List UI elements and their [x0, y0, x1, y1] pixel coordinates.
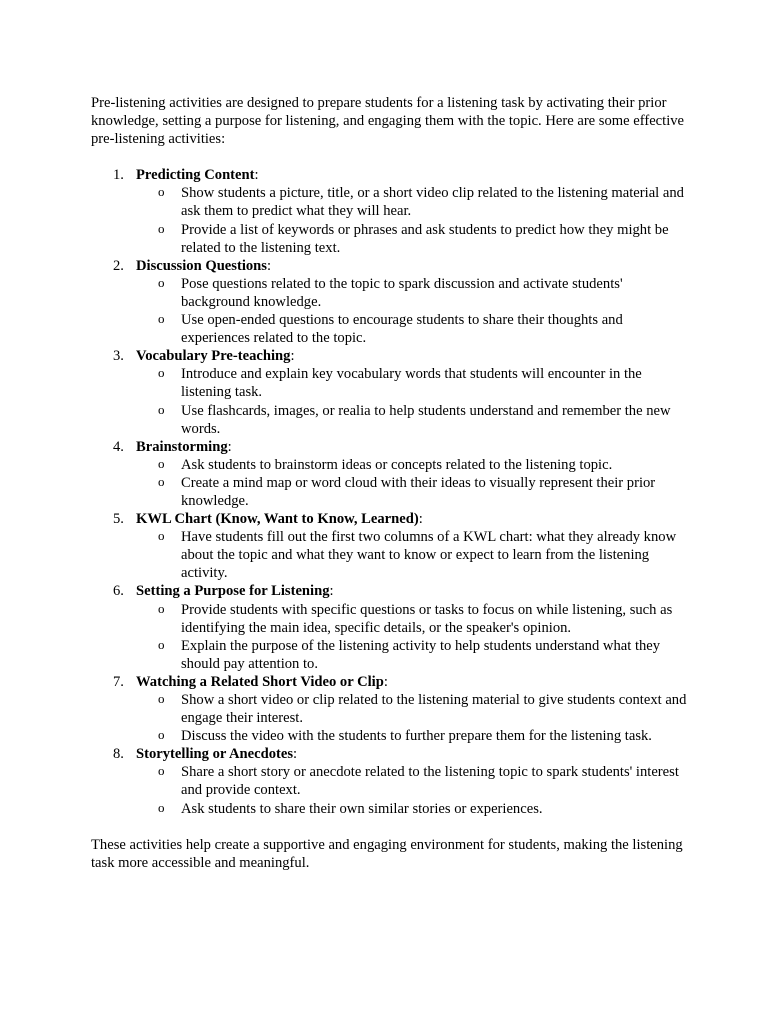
activity-list [91, 166, 691, 817]
item-title: Predicting Content [136, 167, 255, 184]
item-title-suffix: : [418, 511, 423, 528]
item-number: 7. [113, 673, 124, 690]
bullet-marker: o [158, 691, 165, 706]
list-item [91, 673, 691, 745]
sub-list [136, 275, 691, 347]
sub-item [136, 763, 691, 799]
intro-paragraph: Pre-listening activities are designed to prepare students for a listening task by activating their prior knowledge, setting a purpose for listening, and engaging them with the topic. Here are some effective pre-listening activities: [91, 95, 685, 148]
bullet-marker: o [158, 274, 165, 290]
bullet-marker: o [158, 727, 165, 743]
list-item [91, 438, 691, 510]
sub-list [136, 365, 691, 437]
sub-item [136, 402, 691, 438]
bullet-marker: o [158, 365, 165, 381]
sub-item-text: Show a short video or clip related to the listening material to give students context and engage their interest. [181, 692, 687, 727]
bullet-marker: o [158, 763, 165, 779]
list-item [91, 347, 691, 437]
sub-list [136, 184, 691, 256]
sub-item [136, 637, 691, 673]
list-item [91, 510, 691, 582]
item-title-suffix: : [383, 673, 388, 690]
bullet-marker: o [158, 473, 165, 489]
sub-list [136, 601, 691, 673]
sub-item-text: Have students fill out the first two columns of a KWL chart: what they already know about the topic and what they want to know or expect to learn from the listening activity. [181, 529, 677, 582]
sub-item [136, 456, 691, 474]
sub-item [136, 601, 691, 637]
item-title-suffix: : [266, 257, 272, 274]
sub-item-text: Pose questions related to the topic to spark discussion and activate students' background knowledge. [181, 275, 623, 310]
item-title: Watching a Related Short Video or Clip [136, 673, 384, 690]
sub-item-text: Explain the purpose of the listening activity to help students understand what they should pay attention to. [181, 637, 661, 672]
sub-item-text: Discuss the video with the students to further prepare them for the listening task. [181, 728, 652, 745]
sub-list [136, 691, 691, 745]
sub-item-text: Ask students to brainstorm ideas or concepts related to the listening topic. [181, 456, 613, 473]
closing-paragraph: These activities help create a supportive and engaging environment for students, making the listening task more accessible and meaningful. [91, 836, 683, 871]
item-title-suffix: : [329, 583, 334, 600]
bullet-marker: o [158, 528, 165, 544]
item-title: Discussion Questions [136, 257, 267, 274]
sub-item [136, 800, 691, 818]
bullet-marker: o [158, 799, 165, 815]
sub-item [136, 528, 691, 582]
sub-list [136, 528, 691, 582]
sub-item-text: Use flashcards, images, or realia to help students understand and remember the new words. [181, 402, 671, 437]
item-number: 8. [113, 746, 124, 763]
bullet-marker: o [158, 311, 165, 327]
item-number: 1. [113, 167, 124, 184]
sub-item [136, 727, 691, 745]
sub-item-text: Share a short story or anecdote related to the listening topic to spark students' interest and provide context. [181, 764, 679, 799]
bullet-marker: o [158, 184, 165, 200]
sub-item-text: Ask students to share their own similar stories or experiences. [181, 800, 543, 817]
item-number: 5. [113, 511, 124, 528]
item-title-suffix: : [254, 167, 259, 184]
list-item [91, 582, 691, 672]
document-page [91, 94, 691, 872]
list-item [91, 257, 691, 347]
list-item [91, 166, 691, 256]
item-title: KWL Chart (Know, Want to Know, Learned) [136, 511, 419, 528]
item-title: Brainstorming [136, 438, 228, 455]
item-number: 6. [113, 583, 124, 600]
sub-item [136, 365, 691, 401]
item-title-suffix: : [293, 746, 298, 763]
sub-item [136, 275, 691, 311]
sub-item-text: Provide a list of keywords or phrases and ask students to predict how they might be related to the listening text. [181, 221, 669, 256]
sub-item-text: Use open-ended questions to encourage students to share their thoughts and experiences related to the topic. [181, 312, 623, 347]
sub-item [136, 311, 691, 347]
item-title: Vocabulary Pre-teaching [136, 348, 291, 365]
list-item [91, 745, 691, 817]
sub-item-text: Introduce and explain key vocabulary words that students will encounter in the listening task. [181, 366, 642, 401]
sub-item-text: Provide students with specific questions or tasks to focus on while listening, such as identifying the main idea, specific details, or the speaker's opinion. [181, 601, 673, 636]
bullet-marker: o [158, 455, 165, 471]
item-number: 3. [113, 348, 124, 365]
sub-item-text: Create a mind map or word cloud with their ideas to visually represent their prior knowledge. [181, 474, 656, 509]
sub-item [136, 691, 691, 727]
bullet-marker: o [158, 636, 165, 652]
bullet-marker: o [158, 600, 165, 616]
item-number: 4. [113, 438, 124, 455]
sub-list [136, 456, 691, 510]
item-number: 2. [113, 257, 124, 274]
sub-item [136, 221, 691, 257]
sub-list [136, 763, 691, 817]
item-title: Setting a Purpose for Listening [136, 583, 330, 600]
item-title: Storytelling or Anecdotes [136, 746, 294, 763]
item-title-suffix: : [290, 348, 295, 365]
item-title-suffix: : [227, 438, 232, 455]
bullet-marker: o [158, 220, 165, 236]
bullet-marker: o [158, 401, 165, 417]
sub-item [136, 474, 691, 510]
sub-item-text: Show students a picture, title, or a short video clip related to the listening material and ask them to predict what they will hear. [181, 185, 684, 220]
sub-item [136, 184, 691, 220]
